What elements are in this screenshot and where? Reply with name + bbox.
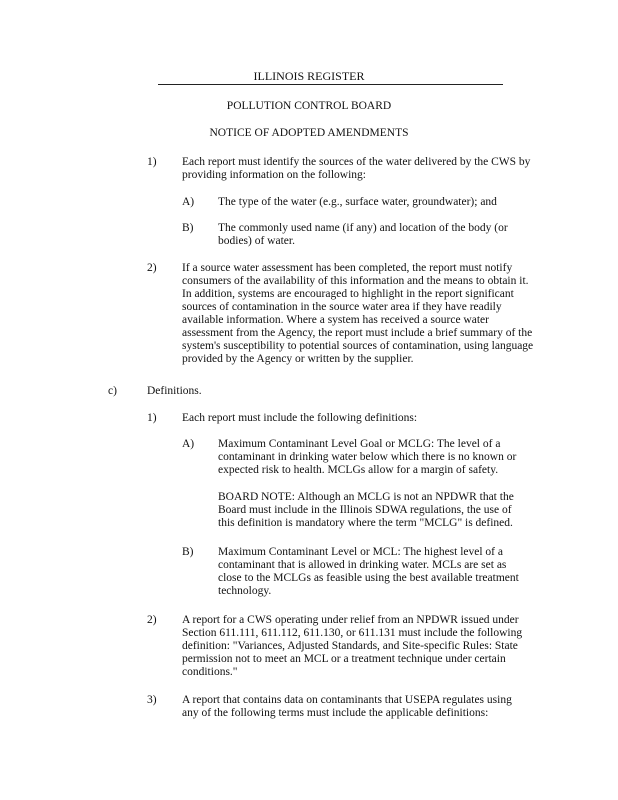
text-line: assessment from the Agency, the report must include a brief summary of the [182, 327, 533, 339]
text-line: expected risk to health. MCLGs allow for a margin of safety. [218, 464, 499, 476]
item-number: 2) [147, 262, 157, 274]
text-line: bodies) of water. [218, 235, 295, 247]
text-line: consumers of the availability of this information and the means to obtain it. [182, 275, 529, 287]
item-text [182, 262, 562, 366]
text-line: A report that contains data on contaminants that USEPA regulates using [182, 694, 512, 706]
text-line: Each report must identify the sources of the water delivered by the CWS by [182, 156, 531, 168]
text-line: system's susceptibility to potential sources of contamination, using language [182, 340, 534, 352]
section-title: Definitions. [147, 385, 202, 397]
item-text: Each report must include the following definitions: [182, 412, 418, 424]
text-line: provided by the Agency or written by the supplier. [182, 353, 414, 365]
section-letter: c) [108, 385, 117, 397]
text-line: Maximum Contaminant Level Goal or MCLG: The level of a [218, 438, 501, 450]
text-line: permission not to meet an MCL or a treatment technique under certain [182, 653, 506, 665]
text-line: sources of contamination in the source water area if they have readily [182, 301, 502, 313]
text-line: this definition is mandatory where the term "MCLG" is defined. [218, 517, 513, 529]
item-number: A) [182, 196, 195, 208]
item-text [182, 614, 562, 679]
item-number: A) [182, 438, 195, 450]
text-line: close to the MCLGs as feasible using the best available treatment [218, 572, 519, 584]
text-line: If a source water assessment has been completed, the report must notify [182, 262, 513, 274]
item-text [182, 694, 562, 720]
header-rule [158, 84, 503, 85]
item-number: 1) [147, 156, 157, 168]
text-line: contaminant that is allowed in drinking water. MCLs are set as [218, 559, 507, 571]
item-number: 1) [147, 412, 157, 424]
item-text [218, 546, 558, 598]
text-line: BOARD NOTE: Although an MCLG is not an NPDWR that the [218, 491, 514, 503]
text-line: any of the following terms must include the applicable definitions: [182, 707, 489, 719]
item-text [218, 438, 558, 477]
text-line: Board must include in the Illinois SDWA regulations, the use of [218, 504, 512, 516]
item-number: 3) [147, 694, 157, 706]
text-line: conditions." [182, 666, 238, 678]
text-line: In addition, systems are encouraged to highlight in the report significant [182, 288, 514, 300]
text-line: technology. [218, 585, 272, 597]
text-line: providing information on the following: [182, 169, 366, 181]
board-title: POLLUTION CONTROL BOARD [226, 100, 392, 112]
text-line: The type of the water (e.g., surface water, groundwater); and [218, 196, 497, 208]
board-note [218, 491, 558, 530]
item-text [218, 196, 558, 209]
item-text [218, 222, 558, 248]
item-number: B) [182, 222, 194, 234]
notice-title: NOTICE OF ADOPTED AMENDMENTS [209, 127, 409, 139]
text-line: definition: "Variances, Adjusted Standards, and Site-specific Rules: State [182, 640, 518, 652]
item-text [182, 156, 552, 182]
text-line: A report for a CWS operating under relief from an NPDWR issued under [182, 614, 519, 626]
text-line: available information. Where a system has received a source water [182, 314, 489, 326]
item-number: 2) [147, 614, 157, 626]
register-title: ILLINOIS REGISTER [253, 69, 365, 83]
text-line: contaminant in drinking water below which there is no known or [218, 451, 517, 463]
text-line: Section 611.111, 611.112, 611.130, or 611.131 must include the following [182, 627, 523, 639]
text-line: The commonly used name (if any) and location of the body (or [218, 222, 508, 234]
text-line: Maximum Contaminant Level or MCL: The highest level of a [218, 546, 503, 558]
item-number: B) [182, 546, 194, 558]
